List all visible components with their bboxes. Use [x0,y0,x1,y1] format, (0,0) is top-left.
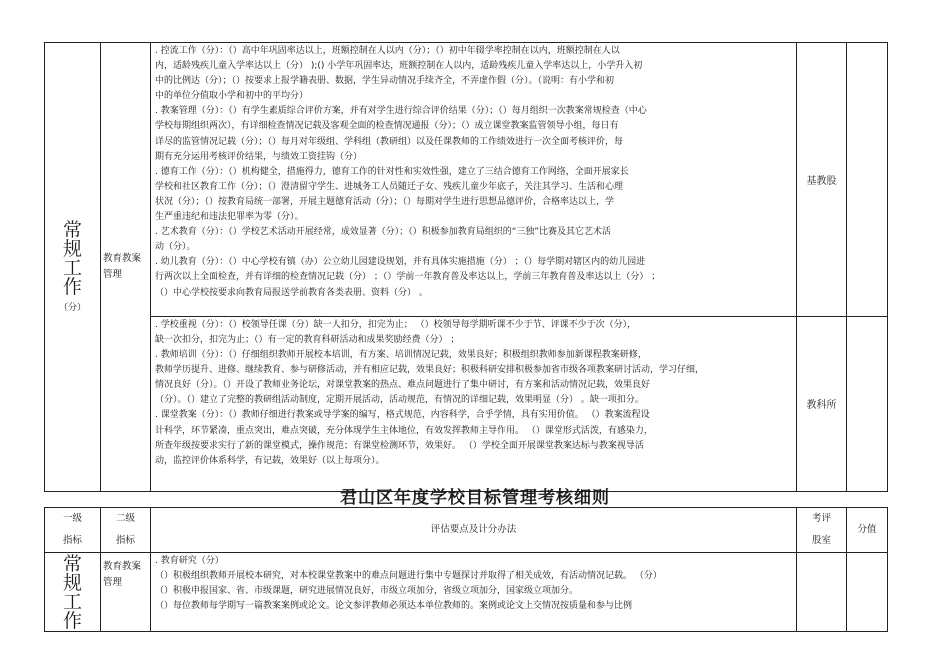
level1-char: 常 [62,219,82,241]
table-row [45,43,888,317]
criteria-line: . 学校重视（分）：（）校领导任课（分）缺一人扣分，扣完为止； （）校领导每学期听课不少于节、评课不少于次（分）， [155,319,637,330]
level1-indicator-cell [45,553,101,632]
score-cell [847,553,888,632]
header-text: 一级 [62,513,82,524]
criteria-line: （分）。（）建立了完整的教研组活动制度，定期开展活动，活动规范，有情况的详细记载，效果明显（分） 。缺一项扣分。 [155,395,644,406]
level1-char: 规 [62,238,82,260]
criteria-line: . 德育工作（分）：（）机构健全，措施得力，德育工作的针对性和实效性强，建立了三结合德育工作网络，全面开展家长 [155,166,629,177]
criteria-text-block [155,318,792,469]
header-score: 分值 [847,508,888,553]
criteria-line: （）积极申报国家、省、市级课题，研究进展情况良好，市级立项加分，省级立项加分，国家级立项加分。 [155,586,579,597]
department-cell: 基教股 [797,43,847,317]
header-text: 股室 [811,535,831,546]
criteria-line: 行两次以上全面检查，并有详细的检查情况记载（分） ；（）学前一年教育普及率达以上，学前三年教育普及率达以上（分） ； [155,272,661,283]
criteria-line: 情况良好（分）。（）开设了教师业务论坛，对课堂教案的热点、难点问题进行了集中研讨，有方案和活动情况记载，效果良好 [155,380,651,391]
table-row [45,316,888,491]
criteria-line: 中的比例达（分）；（）按要求上报学籍表册、数据，学生异动情况手续齐全，不弄虚作假（分）。（说明：有小学和初 [155,76,615,87]
criteria-line: . 幼儿教育（分）：（）中心学校有镇（办）公立幼儿园建设规划，并有具体实施措施（分） ；（）每学期对辖区内的幼儿园进 [155,257,646,268]
header-text: 二级 [115,513,135,524]
level1-char: 工 [62,257,82,279]
criteria-line: 学校每期组织两次），有详细检查情况记载及客观全面的检查情况通报（分）；（）成立课堂教案监管领导小组，每日有 [155,121,619,132]
criteria-line: （）每位教师每学期写一篇教案案例或论文。论文参评教师必须达本单位教师的。案例或论文上交情况按质量和参与比例 [155,601,633,612]
level1-char: 作 [62,610,82,632]
score-cell [847,43,888,317]
criteria-line: . 教师培训（分）：（）仔细组织教师开展校本培训，有方案、培训情况记载，效果良好；积极组织教师参加新课程教案研修， [155,350,647,361]
header-text: 指标 [115,535,135,546]
criteria-text-block [155,44,792,301]
criteria-cell-teaching-research [151,316,797,491]
header-department [797,508,847,553]
table-row [45,553,888,632]
criteria-line: 中的单位分值取小学和初中的平均分） [155,91,309,102]
header-level2 [101,508,151,553]
criteria-line: . 控流工作（分）：（）高中年巩固率达以上，班额控制在人以内（分）；（）初中年辍学率控制在以内，班额控制在人以 [155,46,620,56]
criteria-line: . 艺术教育（分）：（）学校艺术活动开展经常，成效显著（分）；（）积极参加教育局组织的“三独”比赛及其它艺术活 [155,227,612,238]
header-text: 考评 [811,513,831,524]
criteria-line: 缺一次扣分，扣完为止；（）有一定的教育科研活动和成果奖励经费（分） ； [155,334,460,345]
top-assessment-table [44,42,888,492]
level1-score: （分） [58,303,86,313]
level1-char: 常 [62,553,82,575]
criteria-line: 学校和社区教育工作（分）；（）澄清留守学生、进城务工人员随迁子女、残疾儿童少年底子，关注其学习、生活和心理 [155,181,624,192]
criteria-line: 详尽的监管情况记载（分）；（）每月对年级组、学科组（教研组）以及任课教师的工作绩效进行一次全面考核评价，每 [155,136,624,147]
criteria-line: . 教育研究（分） [155,556,224,566]
department-cell [797,553,847,632]
criteria-line: 所查年级按要求实行了新的课堂模式，操作规范；有课堂检测环节，效果好。 （）学校全面开展课堂教案达标与教案视导活 [155,440,644,451]
page-title: 君山区年度学校目标管理考核细则 [340,488,610,508]
level1-char: 规 [62,572,82,594]
bottom-assessment-table [44,507,888,632]
level2-indicator-cell: 教育教案管理 [101,553,151,632]
criteria-line: 计科学，环节紧凑，重点突出，难点突破，充分体现学生主体地位，有效发挥教师主导作用。 （）课堂形式活泼，有感染力， [155,425,653,436]
department-cell: 教科所 [797,316,847,491]
criteria-line: 状况（分）；（）按教育局统一部署，开展主题德育活动（分）；（）每期对学生进行思想品德评价，合格率达以上，学 [155,196,615,207]
header-text: 指标 [62,535,82,546]
criteria-text-block [155,554,792,614]
criteria-line: 动（分）。 [155,242,196,253]
criteria-line: . 课堂教案（分）：（）教师仔细进行教案或导学案的编写，格式规范，内容科学，合乎学情，具有实用价值。 （）教案流程设 [155,410,650,421]
criteria-line: 教师学历提升、进修、继续教育、参与研修活动，并有相应记载，效果良好；积极科研安排积极参加省市级各项教案研讨活动，学习仔细， [155,365,705,376]
header-criteria: 评估要点及计分办法 [151,508,797,553]
criteria-line: . 教案管理（分）：（）有学生素质综合评价方案，并有对学生进行综合评价结果（分）；（）每月组织一次教案常规检查（中心 [155,106,647,117]
level1-char: 作 [62,276,82,298]
table-header-row [45,508,888,553]
level1-indicator-cell [45,43,101,492]
level1-char: 工 [62,591,82,613]
score-cell [847,316,888,491]
criteria-line: 内，适龄残疾儿童入学率达以上（分） );() 小学年巩固率达，班额控制在人以内，适龄残疾儿童入学率达以上，小学升入初 [155,61,643,72]
header-level1 [45,508,101,553]
criteria-line: 动，监控评价体系科学，有记载，效果好（以上每项分）。 [155,455,385,466]
criteria-cell-basic-education [151,43,797,317]
criteria-line: （）中心学校按要求向教育局报送学前教育各类表册、资料（分） 。 [155,287,428,298]
level2-indicator-cell: 教育教案管理 [101,43,151,492]
criteria-line: 生严重违纪和违法犯罪率为零（分）。 [155,212,304,223]
criteria-line: 期有充分运用考核评价结果，与绩效工资挂钩（分） [155,151,363,162]
criteria-line: （）积极组织教师开展校本研究，对本校课堂教案中的难点问题进行集中专题探讨并取得了相关成效，有活动情况记载。 （分） [155,571,662,582]
criteria-cell-research [151,553,797,632]
